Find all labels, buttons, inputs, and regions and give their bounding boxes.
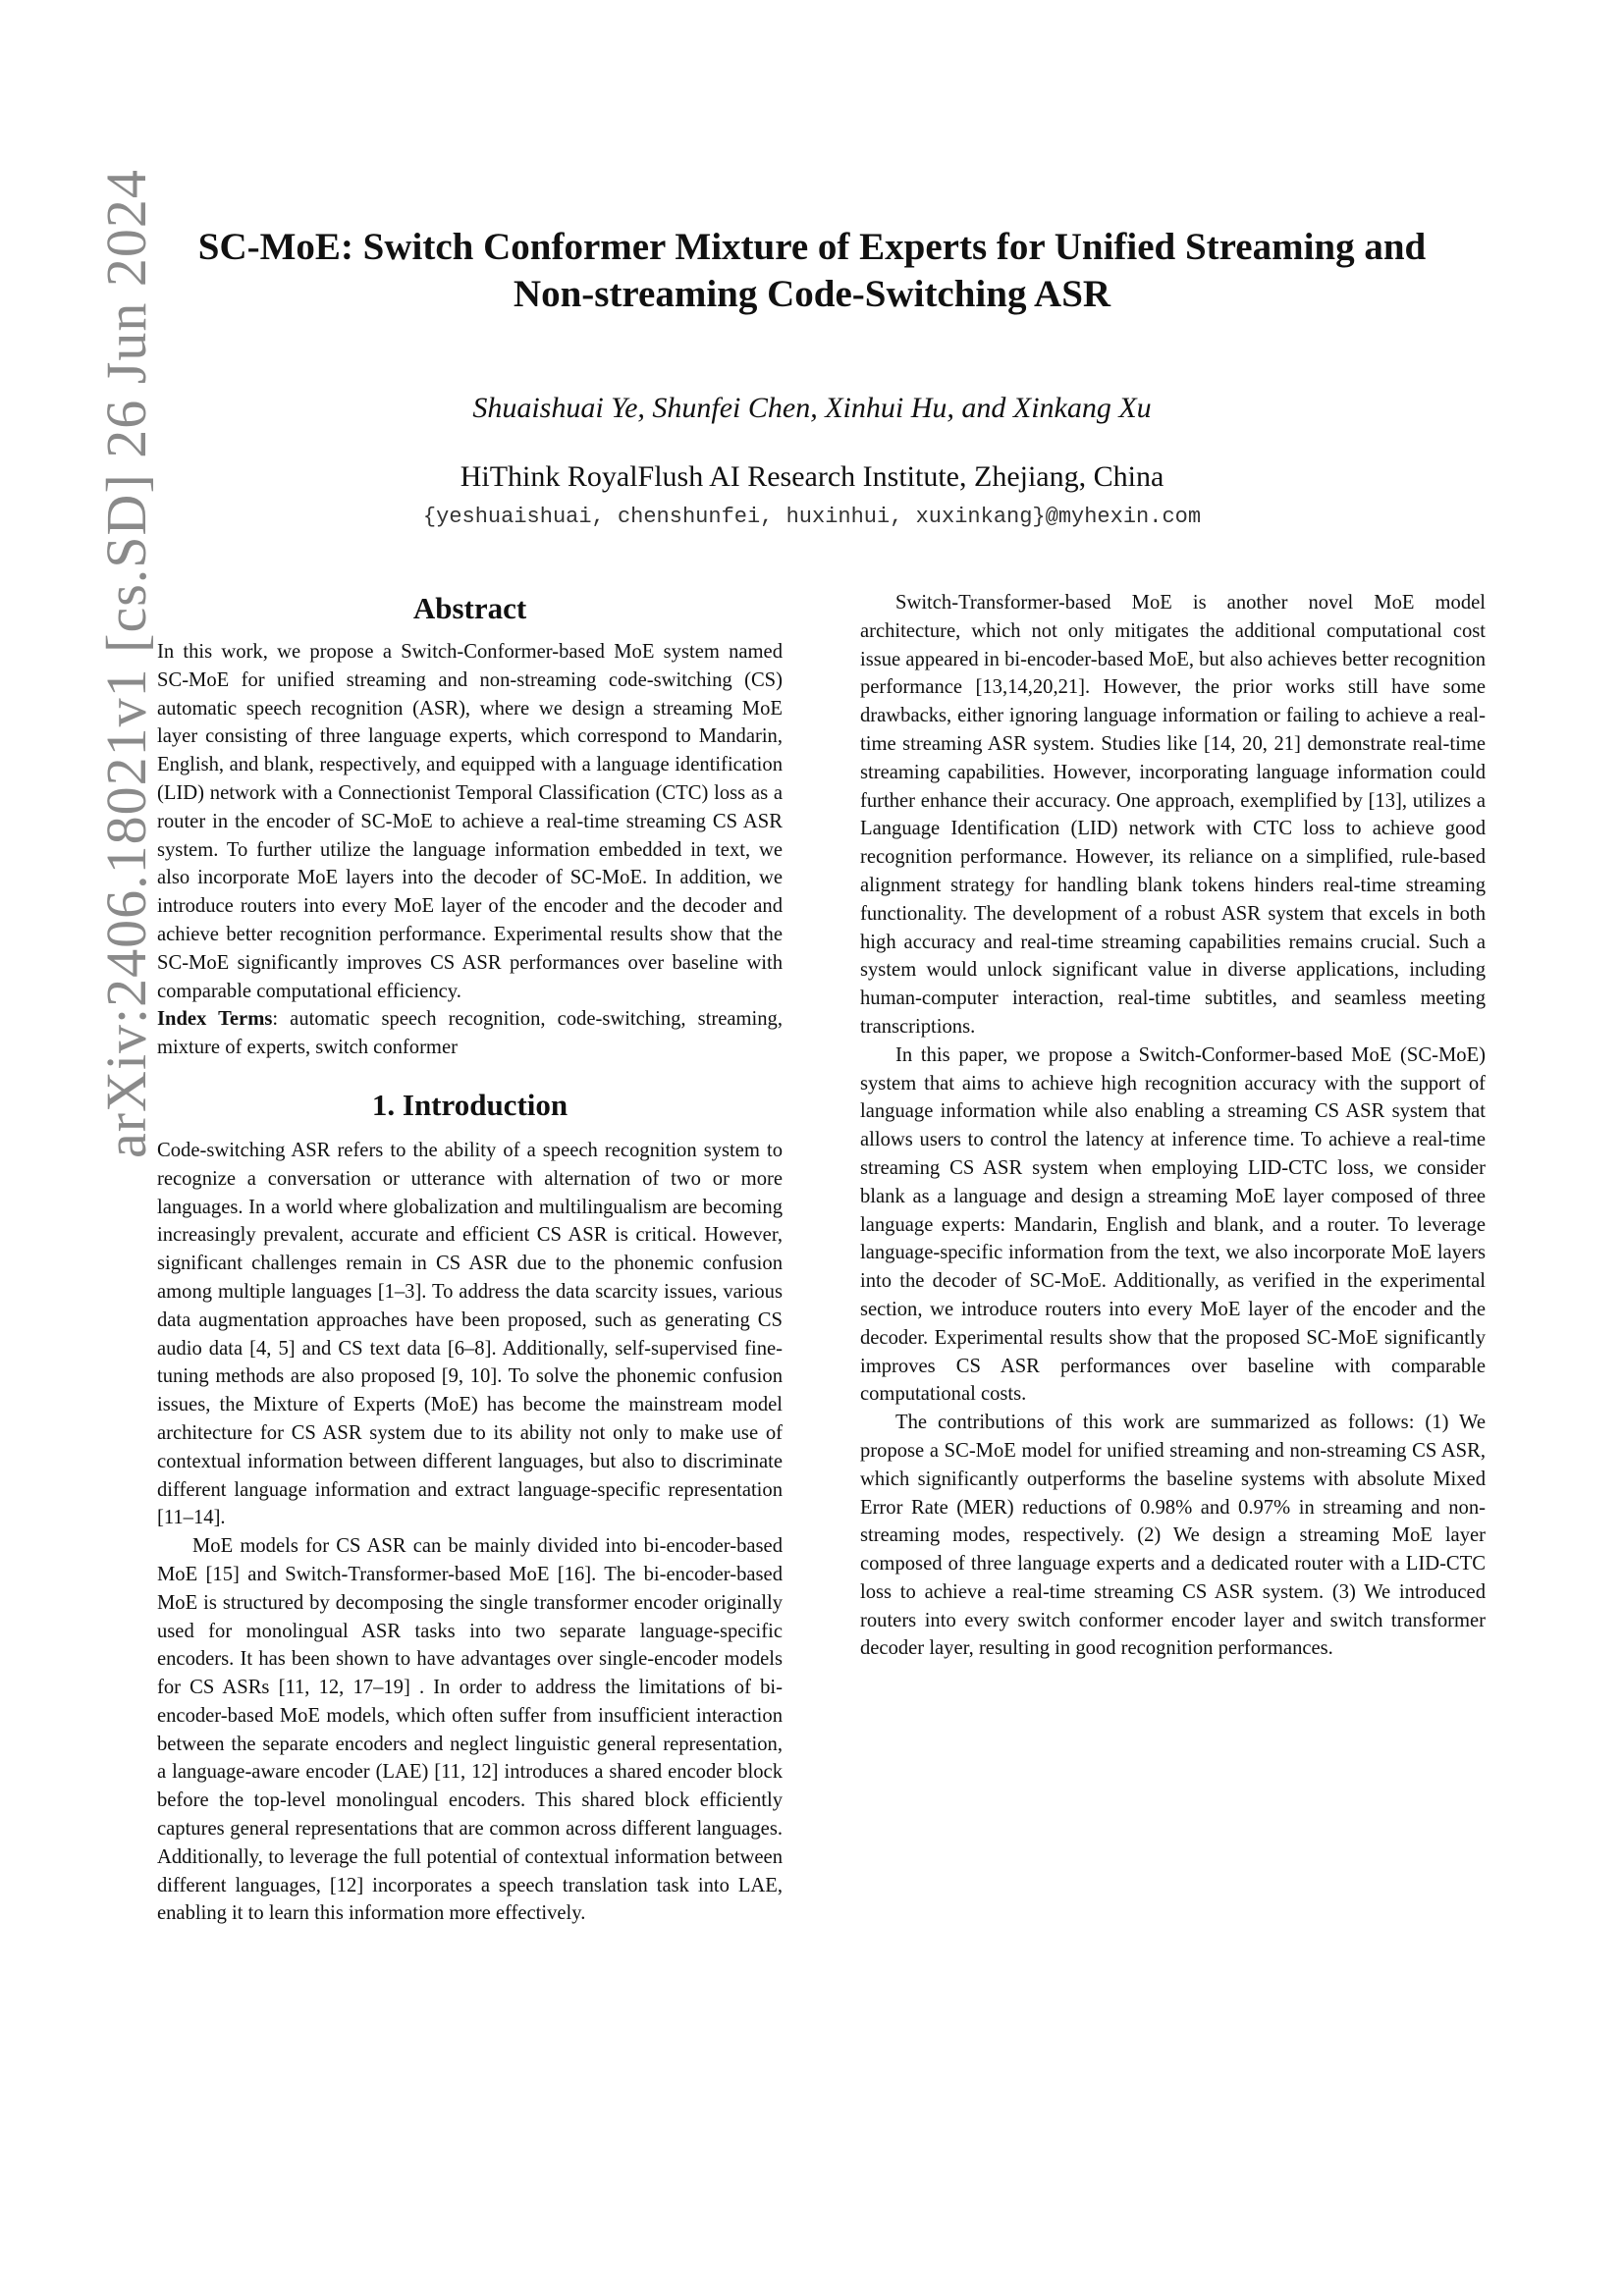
right-column <box>860 589 1486 1663</box>
paper-title <box>118 224 1506 318</box>
abstract-text: In this work, we propose a Switch-Conformer-based MoE system named SC-MoE for unified streaming and non-streaming code-switching (CS) automatic speech recognition (ASR), where we design a streaming MoE layer consisting of three language experts, which correspond to Mandarin, English, and blank, respectively, and equipped with a language identification (LID) network with a Connectionist Temporal Classification (CTC) loss as a router in the encoder of SC-MoE to achieve a real-time streaming CS ASR system. To further utilize the language information embedded in text, we also incorporate MoE layers into the decoder of SC-MoE. In addition, we introduce routers into every MoE layer of the encoder and the decoder and achieve better recognition performance. Experimental results show that the SC-MoE significantly improves CS ASR performances over baseline with comparable computational efficiency. <box>157 641 783 1002</box>
index-terms-label: Index Terms <box>157 1008 273 1031</box>
title-line-2: Non-streaming Code-Switching ASR <box>513 273 1111 315</box>
intro-paragraph-2: MoE models for CS ASR can be mainly divided into bi-encoder-based MoE [15] and Switch-Transformer-based MoE [16]. The bi-encoder-based MoE is structured by decomposing the single transformer encoder originally used for monolingual ASR tasks into two separate language-specific encoders. It has been shown to have advantages over single-encoder models for CS ASRs [11, 12, 17–19] . In order to address the limitations of bi-encoder-based MoE models, which often suffer from insufficient interaction between the separate encoders and neglect linguistic general representation, a language-aware encoder (LAE) [11, 12] introduces a shared encoder block before the top-level monolingual encoders. This shared block efficiently captures general representations that are common across different languages. Additionally, to leverage the full potential of contextual information between different languages, [12] incorporates a speech translation task into LAE, enabling it to learn this information more effectively. <box>157 1535 783 1925</box>
intro-paragraph-1: Code-switching ASR refers to the ability of a speech recognition system to recognize a conversation or utterance with alternation of two or more languages. In a world where globalization and multilingualism are becoming increasingly prevalent, accurate and efficient CS ASR is critical. However, significant challenges remain in CS ASR due to the phonemic confusion among multiple languages [1–3]. To address the data scarcity issues, various data augmentation approaches have been proposed, such as generating CS audio data [4, 5] and CS text data [6–8]. Additionally, self-supervised fine-tuning methods are also proposed [9, 10]. To solve the phonemic confusion issues, the Mixture of Experts (MoE) has become the mainstream model architecture for CS ASR system due to its ability not only to make use of contextual information between different languages, but also to discriminate different language information and extract language-specific representation [11–14]. <box>157 1139 783 1529</box>
intro-paragraph-5: The contributions of this work are summarized as follows: (1) We propose a SC-MoE model for unified streaming and non-streaming CS ASR, which significantly outperforms the baseline systems with absolute Mixed Error Rate (MER) reductions of 0.98% and 0.97% in streaming and non-streaming modes, respectively. (2) We design a streaming MoE layer composed of three language experts and a dedicated router with a LID-CTC loss to achieve a real-time streaming CS ASR system. (3) We introduced routers into every switch conformer encoder layer and switch transformer decoder layer, resulting in good recognition performances. <box>860 1412 1486 1660</box>
title-line-1: SC-MoE: Switch Conformer Mixture of Experts for Unified Streaming and <box>197 226 1427 268</box>
author-emails: {yeshuaishuai, chenshunfei, huxinhui, xuxinkang}@myhexin.com <box>422 505 1202 529</box>
arxiv-identifier: arXiv:2406.18021v1 [cs.SD] 26 Jun 2024 <box>94 169 158 1158</box>
affiliation: HiThink RoyalFlush AI Research Institute, Zhejiang, China <box>460 460 1164 493</box>
index-terms-list: : automatic speech recognition, code-switching, streaming, mixture of experts, switch conformer <box>157 1008 783 1059</box>
intro-paragraph-4: In this paper, we propose a Switch-Conformer-based MoE (SC-MoE) system that aims to achieve high recognition accuracy with the support of language information while also enabling a streaming CS ASR system that allows users to control the latency at inference time. To achieve a real-time streaming CS ASR system when employing LID-CTC loss, we consider blank as a language and design a streaming MoE layer composed of three language experts: Mandarin, English and blank, and a router. To leverage language-specific information from the text, we also incorporate MoE layers into the decoder of SC-MoE. Additionally, as verified in the experimental section, we introduce routers into every MoE layer of the encoder and the decoder. Experimental results show that the proposed SC-MoE significantly improves CS ASR performances over baseline with comparable computational costs. <box>860 1043 1486 1406</box>
author-list: Shuaishuai Ye, Shunfei Chen, Xinhui Hu, and Xinkang Xu <box>472 392 1152 424</box>
intro-paragraph-3: Switch-Transformer-based MoE is another novel MoE model architecture, which not only mitigates the additional computational cost issue appeared in bi-encoder-based MoE, but also achieves better recognition performance [13,14,20,21]. However, the prior works still have some drawbacks, either ignoring language information or failing to achieve a real-time streaming ASR system. Studies like [14, 20, 21] demonstrate real-time streaming capabilities. However, incorporating language information could further enhance their accuracy. One approach, exemplified by [13], utilizes a Language Identification (LID) network with CTC loss to achieve good recognition performance. However, its reliance on a simplified, rule-based alignment strategy for handling blank tokens hinders real-time streaming functionality. The development of a robust ASR system that excels in both high accuracy and real-time streaming capabilities remains crucial. Such a system would unlock significant value in diverse applications, including human-computer interaction, real-time subtitles, and seamless meeting transcriptions. <box>860 592 1486 1038</box>
introduction-heading: 1. Introduction <box>371 1087 568 1122</box>
index-terms <box>157 1005 783 1062</box>
abstract-heading: Abstract <box>412 591 527 625</box>
left-column <box>157 589 783 1928</box>
